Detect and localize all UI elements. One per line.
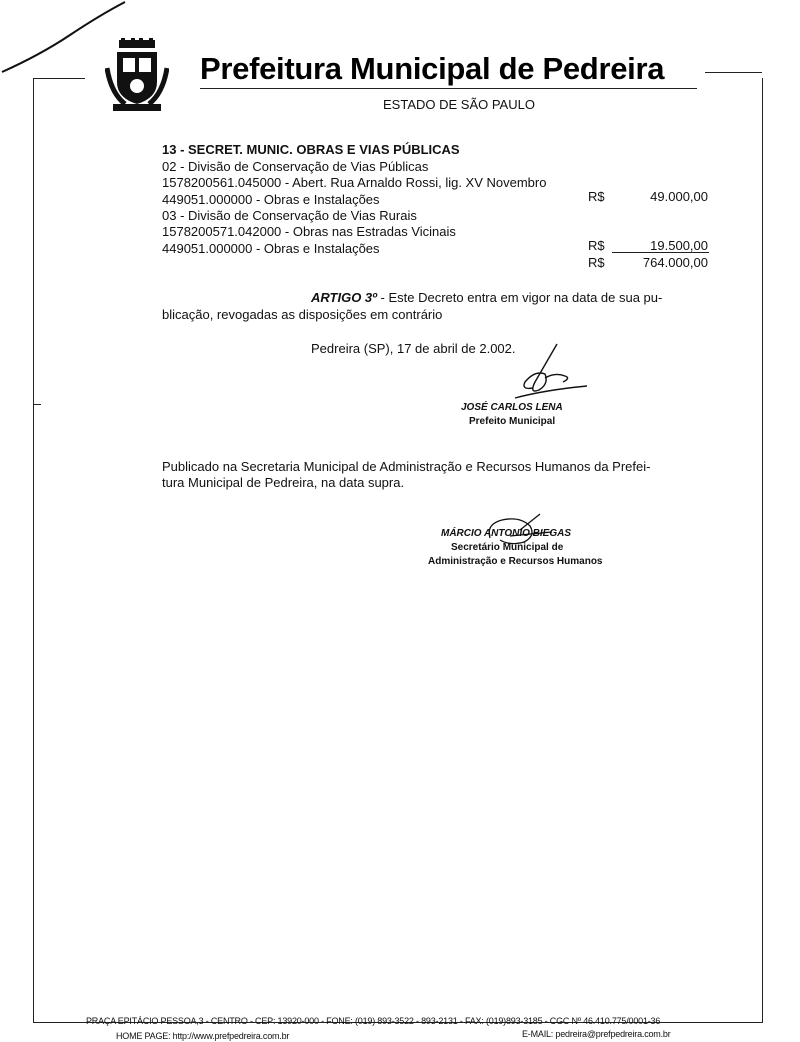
text-line: 03 - Divisão de Conservação de Vias Rurais (162, 208, 417, 223)
footer-homepage: HOME PAGE: http://www.prefpedreira.com.br (116, 1031, 290, 1041)
signature-1-mark (505, 342, 595, 404)
state-subtitle: ESTADO DE SÃO PAULO (383, 97, 535, 112)
place-date: Pedreira (SP), 17 de abril de 2.002. (311, 341, 516, 356)
text-line: 02 - Divisão de Conservação de Vias Públicas (162, 159, 429, 174)
signer-1-title: Prefeito Municipal (469, 416, 556, 427)
municipal-crest-icon (105, 38, 169, 114)
artigo-text: - Este Decreto entra em vigor na data de sua pu- (376, 290, 663, 305)
publicado-line-2: tura Municipal de Pedreira, na data supra. (162, 475, 405, 490)
currency-label: R$ (588, 189, 605, 204)
page-title: Prefeitura Municipal de Pedreira (200, 51, 665, 86)
amount-underline (612, 252, 709, 253)
total-amount: 764.000,00 (642, 255, 708, 270)
currency-label: R$ (588, 255, 605, 270)
header-rule-right (705, 72, 762, 73)
amount-value: 19.500,00 (650, 238, 708, 253)
text-line: 1578200571.042000 - Obras nas Estradas Vicinais (162, 224, 456, 239)
amount-value: 49.000,00 (650, 189, 708, 204)
text-line: 449051.000000 - Obras e Instalações (162, 241, 380, 256)
footer-email: E-MAIL: pedreira@prefpedreira.com.br (522, 1029, 671, 1039)
artigo-paragraph-line-1 (311, 290, 662, 305)
signer-1-name: JOSÉ CARLOS LENA (461, 402, 563, 413)
header-rule-under-title (200, 88, 697, 89)
signer-2-title-line-2: Administração e Recursos Humanos (428, 556, 603, 567)
text-line: 449051.000000 - Obras e Instalações (162, 192, 380, 207)
text-line: 1578200561.045000 - Abert. Rua Arnaldo Rossi, lig. XV Novembro (162, 175, 547, 190)
footer-address: PRAÇA EPITÁCIO PESSOA,3 - CENTRO - CEP: 13920-000 - FONE: (019) 893-3522 - 893-2131 - FAX: (019)893-3185 - CGC Nº 46.410.775/0001-36 (86, 1016, 661, 1026)
publicado-line-1: Publicado na Secretaria Municipal de Administração e Recursos Humanos da Prefei- (162, 459, 651, 474)
currency-label: R$ (588, 238, 605, 253)
signer-2-title-line-1: Secretário Municipal de (451, 542, 564, 553)
section-heading: 13 - SECRET. MUNIC. OBRAS E VIAS PÚBLICAS (162, 142, 460, 157)
signer-2-name: MÁRCIO ANTONIO BIEGAS (441, 528, 572, 539)
margin-tick (33, 404, 41, 405)
artigo-paragraph-line-2: blicação, revogadas as disposições em contrário (162, 307, 443, 322)
artigo-label: ARTIGO 3º (311, 290, 377, 305)
header-rule-left (33, 78, 85, 79)
